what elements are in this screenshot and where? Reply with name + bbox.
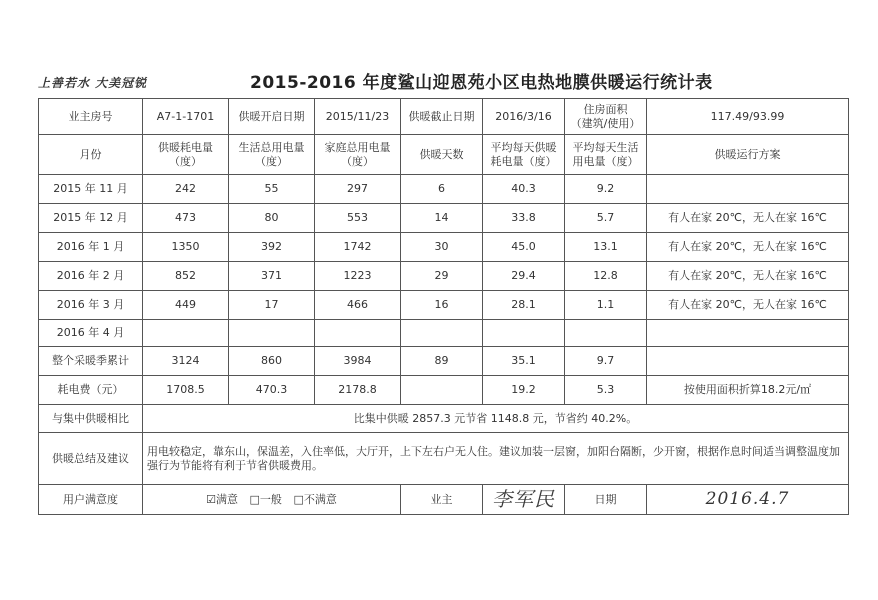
- area-value: 117.49/93.99: [647, 99, 849, 135]
- heating-cell: [143, 320, 229, 347]
- days-cell: 30: [401, 233, 483, 262]
- col-avg-living-unit: 用电量（度）: [572, 154, 639, 168]
- col-heating-kwh-label: 供暖耗电量: [158, 140, 213, 154]
- col-home-kwh-unit: （度）: [341, 154, 374, 168]
- heating-cell: 1708.5: [143, 376, 229, 405]
- option-unsatisfied-checkbox[interactable]: □不满意: [293, 492, 337, 506]
- start-date: 2015/11/23: [315, 99, 401, 135]
- avg-heating-cell: 29.4: [483, 262, 565, 291]
- plan-cell: [647, 175, 849, 204]
- days-cell: [401, 376, 483, 405]
- col-avg-living: [565, 135, 647, 175]
- plan-cell: 有人在家 20℃，无人在家 16℃: [647, 233, 849, 262]
- owner-signature-label: 业主: [401, 485, 483, 515]
- owner-room-label: 业主房号: [39, 99, 143, 135]
- home-cell: 466: [315, 291, 401, 320]
- living-cell: 860: [229, 347, 315, 376]
- table-row: [39, 291, 849, 320]
- col-living-kwh-label: 生活总用电量: [238, 140, 305, 154]
- month-cell: 2015 年 11 月: [39, 175, 143, 204]
- avg-heating-cell: 19.2: [483, 376, 565, 405]
- days-cell: [401, 320, 483, 347]
- avg-living-cell: [565, 320, 647, 347]
- plan-cell: 按使用面积折算18.2元/㎡: [647, 376, 849, 405]
- table-row: [39, 376, 849, 405]
- col-home-kwh: [315, 135, 401, 175]
- avg-living-cell: 9.2: [565, 175, 647, 204]
- col-living-kwh-unit: （度）: [255, 154, 288, 168]
- avg-heating-cell: 28.1: [483, 291, 565, 320]
- month-cell: 2016 年 2 月: [39, 262, 143, 291]
- summary-row: [39, 433, 849, 485]
- avg-living-cell: 13.1: [565, 233, 647, 262]
- date-handwriting: 2016.4.7: [705, 488, 790, 509]
- days-cell: 29: [401, 262, 483, 291]
- avg-heating-cell: 45.0: [483, 233, 565, 262]
- end-date: 2016/3/16: [483, 99, 565, 135]
- col-avg-heating-label: 平均每天供暖: [490, 140, 557, 154]
- heating-statistics-table: [38, 98, 849, 515]
- end-date-label: 供暖截止日期: [401, 99, 483, 135]
- plan-cell: [647, 320, 849, 347]
- col-avg-living-label: 平均每天生活: [572, 140, 639, 154]
- heating-cell: 242: [143, 175, 229, 204]
- summary-text: 用电较稳定，靠东山，保温差，入住率低，大厅开，上下左右户无人住。建议加装一层窗，加阳台隔断，少开窗，根据作息时间适当调整温度加强行为节能将有利于节省供暖费用。: [143, 433, 849, 485]
- start-date-label: 供暖开启日期: [229, 99, 315, 135]
- month-cell: 整个采暖季累计: [39, 347, 143, 376]
- col-days: 供暖天数: [401, 135, 483, 175]
- col-avg-heating: [483, 135, 565, 175]
- avg-living-cell: 12.8: [565, 262, 647, 291]
- avg-heating-cell: 33.8: [483, 204, 565, 233]
- living-cell: 371: [229, 262, 315, 291]
- home-cell: 1223: [315, 262, 401, 291]
- plan-cell: 有人在家 20℃，无人在家 16℃: [647, 291, 849, 320]
- area-label: 住房面积: [583, 102, 628, 116]
- plan-cell: [647, 347, 849, 376]
- avg-living-cell: 1.1: [565, 291, 647, 320]
- heating-cell: 852: [143, 262, 229, 291]
- info-row: [39, 99, 849, 135]
- month-cell: 2016 年 3 月: [39, 291, 143, 320]
- days-cell: 16: [401, 291, 483, 320]
- living-cell: 55: [229, 175, 315, 204]
- avg-heating-cell: 40.3: [483, 175, 565, 204]
- signature-handwriting: 李军民: [492, 487, 555, 511]
- month-cell: 2015 年 12 月: [39, 204, 143, 233]
- satisfaction-row: [39, 485, 849, 515]
- plan-cell: 有人在家 20℃，无人在家 16℃: [647, 204, 849, 233]
- compare-label: 与集中供暖相比: [39, 405, 143, 433]
- home-cell: 553: [315, 204, 401, 233]
- compare-text: 比集中供暖 2857.3 元节省 1148.8 元，节省约 40.2%。: [143, 405, 849, 433]
- satisfaction-label: 用户满意度: [39, 485, 143, 515]
- col-avg-heating-unit: 耗电量（度）: [490, 154, 557, 168]
- column-header-row: [39, 135, 849, 175]
- month-cell: 2016 年 1 月: [39, 233, 143, 262]
- table-row: [39, 262, 849, 291]
- days-cell: 6: [401, 175, 483, 204]
- table-row: [39, 320, 849, 347]
- page-title: 2015-2016 年度鲨山迎恩苑小区电热地膜供暖运行统计表: [250, 73, 713, 93]
- col-plan: 供暖运行方案: [647, 135, 849, 175]
- plan-cell: 有人在家 20℃，无人在家 16℃: [647, 262, 849, 291]
- living-cell: 80: [229, 204, 315, 233]
- avg-living-cell: 9.7: [565, 347, 647, 376]
- date-label: 日期: [565, 485, 647, 515]
- living-cell: 17: [229, 291, 315, 320]
- heating-cell: 1350: [143, 233, 229, 262]
- home-cell: 1742: [315, 233, 401, 262]
- satisfaction-options: [143, 485, 401, 515]
- col-heating-kwh: [143, 135, 229, 175]
- home-cell: 297: [315, 175, 401, 204]
- col-living-kwh: [229, 135, 315, 175]
- month-cell: 2016 年 4 月: [39, 320, 143, 347]
- col-heating-kwh-unit: （度）: [169, 154, 202, 168]
- living-cell: 392: [229, 233, 315, 262]
- home-cell: [315, 320, 401, 347]
- table-row: [39, 175, 849, 204]
- heating-cell: 3124: [143, 347, 229, 376]
- option-normal-checkbox[interactable]: □一般: [249, 492, 282, 506]
- area-sub-label: （建筑/使用）: [570, 116, 641, 130]
- table-row: [39, 233, 849, 262]
- owner-signature: [483, 485, 565, 515]
- signed-date: [647, 485, 849, 515]
- col-month: 月份: [39, 135, 143, 175]
- days-cell: 14: [401, 204, 483, 233]
- heating-cell: 473: [143, 204, 229, 233]
- option-satisfied-checkbox[interactable]: ☑满意: [206, 492, 239, 506]
- avg-heating-cell: [483, 320, 565, 347]
- living-cell: [229, 320, 315, 347]
- heating-cell: 449: [143, 291, 229, 320]
- table-row: [39, 347, 849, 376]
- home-cell: 2178.8: [315, 376, 401, 405]
- compare-row: [39, 405, 849, 433]
- avg-heating-cell: 35.1: [483, 347, 565, 376]
- month-cell: 耗电费（元）: [39, 376, 143, 405]
- home-cell: 3984: [315, 347, 401, 376]
- summary-label: 供暖总结及建议: [39, 433, 143, 485]
- table-row: [39, 204, 849, 233]
- avg-living-cell: 5.7: [565, 204, 647, 233]
- days-cell: 89: [401, 347, 483, 376]
- col-home-kwh-label: 家庭总用电量: [324, 140, 391, 154]
- company-motto: 上善若水 大美冠锐: [38, 76, 148, 90]
- area-label-cell: [565, 99, 647, 135]
- room-number: A7-1-1701: [143, 99, 229, 135]
- avg-living-cell: 5.3: [565, 376, 647, 405]
- living-cell: 470.3: [229, 376, 315, 405]
